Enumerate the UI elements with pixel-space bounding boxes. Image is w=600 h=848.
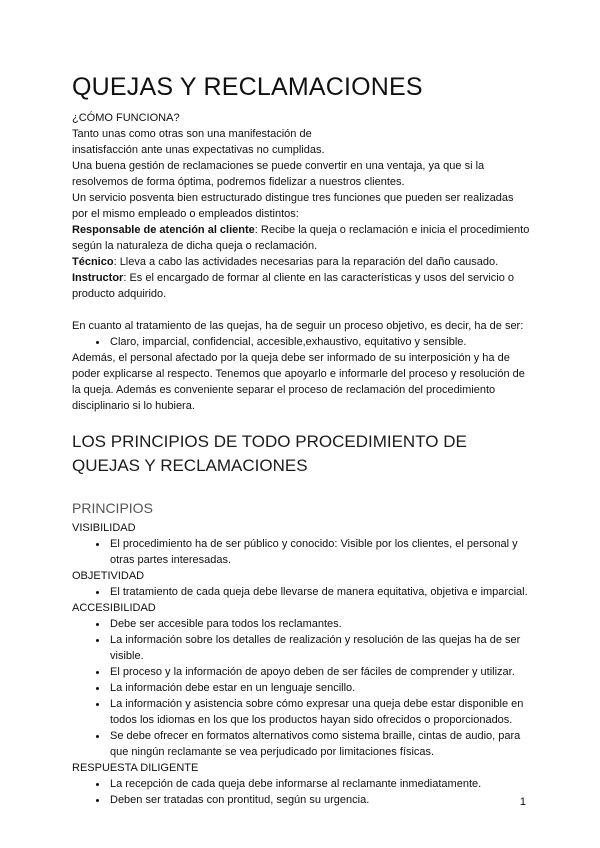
list-item: • El tratamiento de cada queja debe llevarse de manera equitativa, objetiva e imparcial.	[108, 584, 532, 600]
list-item: • La recepción de cada queja debe informarse al reclamante inmediatamente.	[108, 776, 532, 792]
role-instructor	[72, 270, 532, 302]
category-accesibilidad: ACCESIBILIDAD	[72, 602, 156, 614]
role-term: Instructor	[72, 272, 124, 284]
list-item: • La información y asistencia sobre cómo expresar una queja debe estar disponible en todos los idiomas en los que los productos hayan sido ofrecidos o proporcionados.	[108, 696, 532, 728]
role-tecnico	[72, 254, 532, 270]
objetividad-list	[72, 584, 532, 600]
role-term: Responsable de atención al cliente	[72, 224, 255, 236]
intro-paragraph-5: Además, el personal afectado por la queja debe ser informado de su interposición y ha de poder explicarse al respecto. Tenemos que apoyarlo e informarle del proceso y resolución de la queja. Además es conveniente separar el proceso de reclamación del procedimiento disciplinario si lo hubiera.	[72, 352, 525, 412]
role-responsable	[72, 222, 532, 254]
visibilidad-list	[72, 536, 532, 568]
respuesta-diligente-list	[72, 776, 532, 808]
intro-question: ¿CÓMO FUNCIONA?	[72, 112, 180, 124]
category-respuesta-diligente: RESPUESTA DILIGENTE	[72, 762, 199, 774]
intro-paragraph-2: Una buena gestión de reclamaciones se puede convertir en una ventaja, ya que si la resolvemos de forma óptima, podremos fidelizar a nuestros clientes.	[72, 160, 485, 188]
role-text: : Recibe la queja o reclamación e inicia el procedimiento según la naturaleza de dicha queja o reclamación.	[72, 224, 530, 252]
page-number: 1	[519, 796, 526, 808]
intro-paragraph-3: Un servicio posventa bien estructurado distingue tres funciones que pueden ser realizadas por el mismo empleado o empleados distintos:	[72, 192, 514, 220]
accesibilidad-list	[72, 616, 532, 760]
page-title: QUEJAS Y RECLAMACIONES	[72, 73, 423, 101]
list-item: • Claro, imparcial, confidencial, accesible,exhaustivo, equitativo y sensible.	[108, 334, 532, 350]
list-item: • La información sobre los detalles de realización y resolución de las quejas ha de ser visible.	[108, 632, 532, 664]
category-objetividad: OBJETIVIDAD	[72, 570, 145, 582]
intro-paragraph-1a: Tanto unas como otras son una manifestación de	[72, 128, 312, 140]
document-page	[72, 70, 532, 808]
qualities-list	[72, 334, 532, 350]
intro-paragraph-1b: insatisfacción ante unas expectativas no cumplidas.	[72, 144, 325, 156]
category-visibilidad: VISIBILIDAD	[72, 522, 136, 534]
role-text: : Es el encargado de formar al cliente en las características y usos del servicio o producto adquirido.	[72, 272, 515, 300]
list-item: • La información debe estar en un lenguaje sencillo.	[108, 680, 532, 696]
section-subheading: PRINCIPIOS	[72, 500, 153, 516]
list-item: • Se debe ofrecer en formatos alternativos como sistema braille, cintas de audio, para que ningún reclamante se vea perjudicado por limitaciones físicas.	[108, 728, 532, 760]
list-item: • Deben ser tratadas con prontitud, según su urgencia.	[108, 792, 532, 808]
list-item: • Debe ser accesible para todos los reclamantes.	[108, 616, 532, 632]
role-term: Técnico	[72, 256, 114, 268]
section-heading: LOS PRINCIPIOS DE TODO PROCEDIMIENTO DE QUEJAS Y RECLAMACIONES	[72, 432, 467, 475]
list-item: • El proceso y la información de apoyo deben de ser fáciles de comprender y utilizar.	[108, 664, 532, 680]
role-text: : Lleva a cabo las actividades necesarias para la reparación del daño causado.	[113, 256, 499, 268]
list-item: • El procedimiento ha de ser público y conocido: Visible por los clientes, el personal y otras partes interesadas.	[108, 536, 532, 568]
intro-paragraph-4: En cuanto al tratamiento de las quejas, ha de seguir un proceso objetivo, es decir, ha de ser:	[72, 320, 524, 332]
